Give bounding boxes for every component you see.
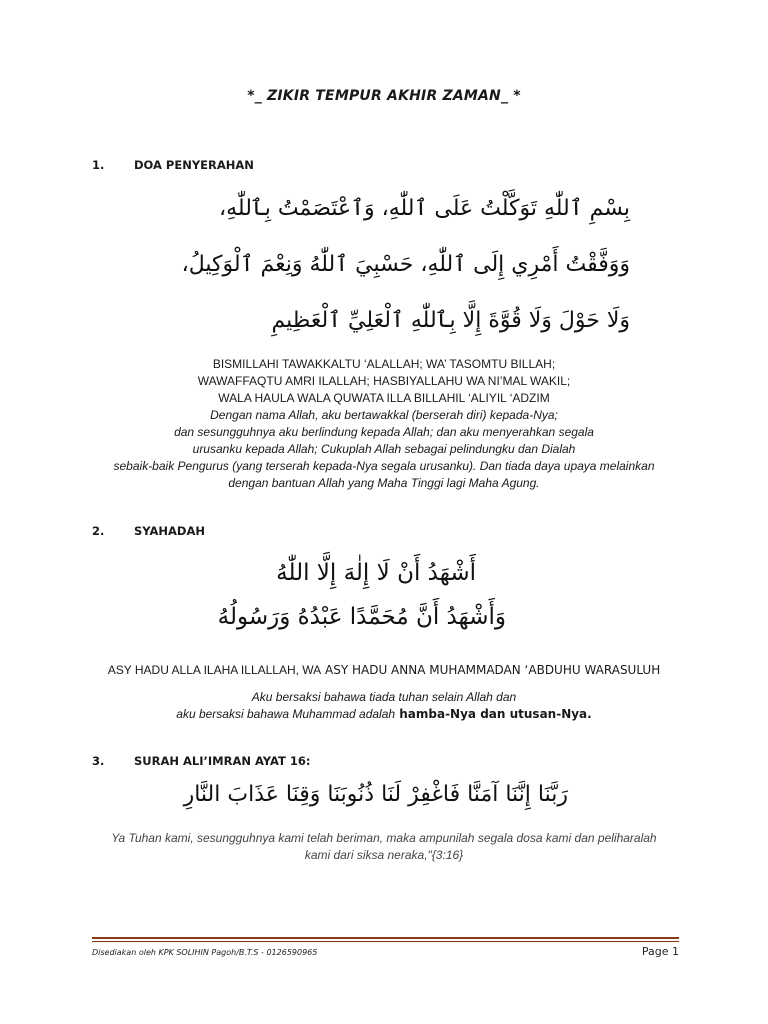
surah-translation-block	[80, 830, 688, 864]
transliteration-line: BISMILLAHI TAWAKKALTU ‘ALALLAH; WA’ TASOMTU BILLAH;	[212, 357, 556, 371]
arabic-line: وَلَا حَوْلَ وَلَا قُوَّةَ إِلَّا بِٱللّٰهِ ٱلْعَلِيِّ ٱلْعَظِيمِ	[271, 308, 630, 333]
page-number: Page 1	[641, 945, 679, 958]
translation-line: urusanku kepada Allah; Cukuplah Allah sebagai pelindungku dan Dialah	[192, 442, 576, 456]
translation-line: dan sesungguhnya aku berlindung kepada Allah; dan aku menyerahkan segala	[174, 425, 594, 439]
transliteration-line	[80, 662, 688, 679]
verse-reference: {3:16}	[431, 848, 464, 862]
syahadah-text-block	[80, 662, 688, 723]
footer-rule	[92, 937, 679, 939]
arabic-line: وَوَفَّقْتُ أَمْرِي إِلَى ٱللّٰهِ، حَسْبِيَ ٱللّٰهُ وَنِعْمَ ٱلْوَكِيلُ،	[181, 252, 630, 277]
translation-line: sebaik-baik Pengurus (yang terserah kepada-Nya segala urusanku). Dan tiada daya upaya melainkan	[113, 459, 655, 473]
translation-line: Aku bersaksi bahawa tiada tuhan selain Allah dan	[251, 690, 517, 704]
section-number: 2.	[92, 524, 105, 538]
section-title: SURAH ALI’IMRAN AYAT 16:	[134, 754, 311, 768]
arabic-line: أَشْهَدُ أَنْ لَا إِلٰهَ إِلَّا اللّٰهُ	[276, 560, 476, 586]
transliteration-line: WAWAFFAQTU AMRI ILALLAH; HASBIYALLAHU WA NI’MAL WAKIL;	[197, 374, 571, 388]
translation-line: dengan bantuan Allah yang Maha Tinggi lagi Maha Agung.	[228, 476, 540, 490]
translation-part: hamba-Nya dan utusan-Nya.	[395, 707, 592, 721]
translation-line: Ya Tuhan kami, sesungguhnya kami telah beriman, maka ampunilah segala dosa kami dan peliharalah	[111, 831, 657, 845]
transliteration-line: WALA HAULA WALA QUWATA ILLA BILLAHIL ‘ALIYIL ‘ADZIM	[218, 391, 550, 405]
transliteration-part: ASY HADU ALLA ILAHA ILLALLAH, WA	[107, 663, 322, 677]
arabic-line: بِسْمِ ٱللّٰهِ تَوَكَّلْتُ عَلَى ٱللّٰهِ، وَٱعْتَصَمْتُ بِٱللّٰهِ،	[219, 196, 630, 221]
transliteration-part: ASY HADU ANNA MUHAMMADAN ‘ABDUHU WARASULUH	[321, 663, 661, 677]
section-number: 1.	[92, 158, 105, 172]
translation-part: kami dari siksa neraka,"	[304, 848, 432, 862]
footer-credit: Disediakan oleh KPK SOLIHIN Pagoh/B.T.S - 0126590965	[92, 948, 318, 957]
section-number: 3.	[92, 754, 105, 768]
translation-line	[80, 706, 688, 723]
arabic-line: رَبَّنَا إِنَّنَا آمَنَّا فَاغْفِرْ لَنَا ذُنُوبَنَا وَقِنَا عَذَابَ النَّارِ	[183, 782, 568, 807]
section-heading-doa-penyerahan	[92, 158, 254, 172]
translation-part: aku bersaksi bahawa Muhammad adalah	[176, 707, 396, 721]
arabic-line: وَأَشْهَدُ أَنَّ مُحَمَّدًا عَبْدُهُ وَرَسُولُهُ	[217, 604, 506, 630]
translation-line: Dengan nama Allah, aku bertawakkal (berserah diri) kepada-Nya;	[210, 408, 558, 422]
footer-rule-thin	[92, 941, 679, 942]
transliteration-block	[80, 356, 688, 492]
section-heading-syahadah	[92, 524, 205, 538]
page-title: *_ ZIKIR TEMPUR AKHIR ZAMAN_ *	[247, 88, 521, 104]
section-title: SYAHADAH	[134, 524, 206, 538]
section-title: DOA PENYERAHAN	[134, 158, 254, 172]
section-heading-surah	[92, 754, 310, 768]
translation-line	[80, 847, 688, 864]
